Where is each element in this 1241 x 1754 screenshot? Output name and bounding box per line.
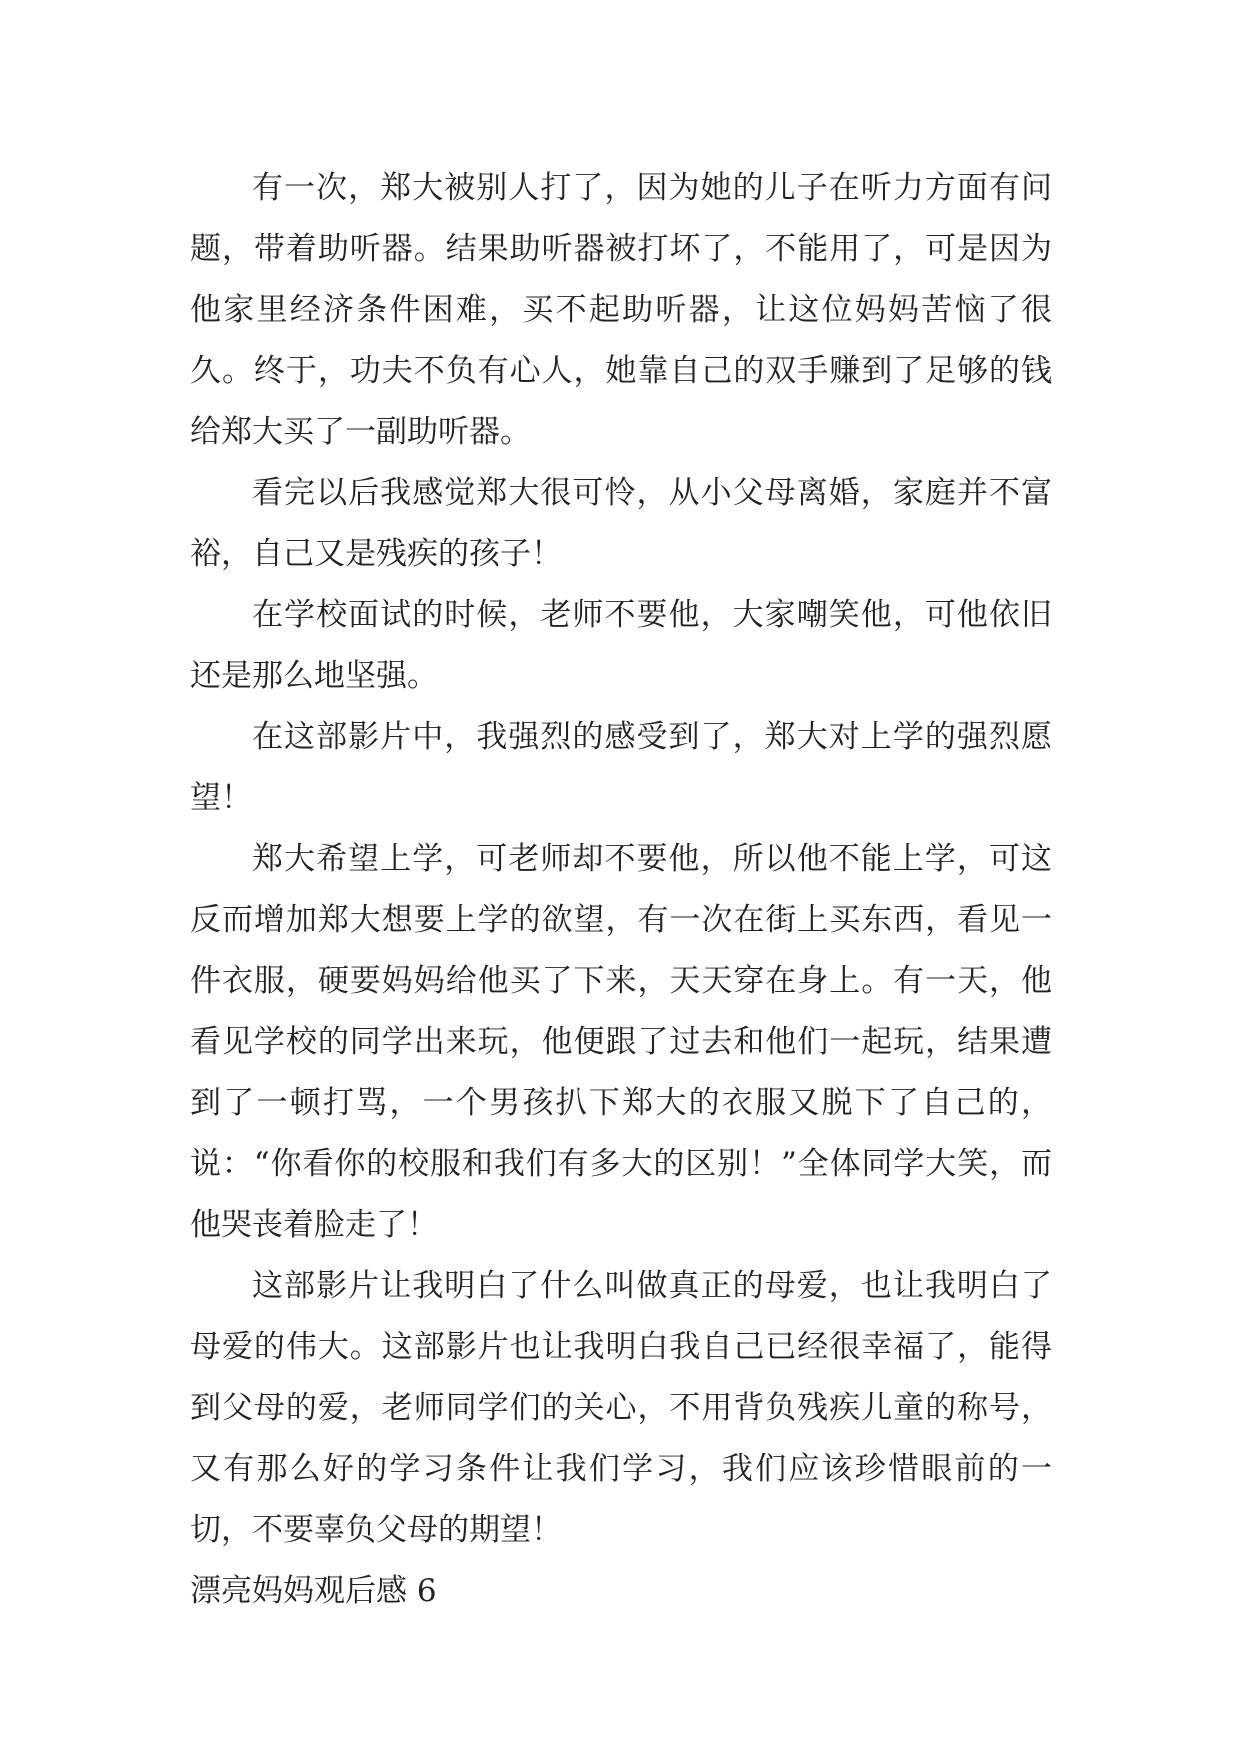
- paragraph: 郑大希望上学，可老师却不要他，所以他不能上学，可这反而增加郑大想要上学的欲望，有一次在街上买东西，看见一件衣服，硬要妈妈给他买了下来，天天穿在身上。有一天，他看见学校的同学出来玩，他便跟了过去和他们一起玩，结果遭到了一顿打骂，一个男孩扒下郑大的衣服又脱下了自己的，说：“你看你的校服和我们有多大的区别！”全体同学大笑，而他哭丧着脸走了！: [190, 841, 1052, 1243]
- document-body: [190, 158, 1052, 1622]
- paragraph: 看完以后我感觉郑大很可怜，从小父母离婚，家庭并不富裕，自己又是残疾的孩子！: [190, 475, 1052, 572]
- paragraph: 这部影片让我明白了什么叫做真正的母爱，也让我明白了母爱的伟大。这部影片也让我明白我自己已经很幸福了，能得到父母的爱，老师同学们的关心，不用背负残疾儿童的称号，又有那么好的学习条件让我们学习，我们应该珍惜眼前的一切，不要辜负父母的期望！: [190, 1268, 1052, 1548]
- paragraph: 在这部影片中，我强烈的感受到了，郑大对上学的强烈愿望！: [190, 719, 1052, 816]
- section-heading: 漂亮妈妈观后感 6: [190, 1573, 437, 1609]
- paragraph: 有一次，郑大被别人打了，因为她的儿子在听力方面有问题，带着助听器。结果助听器被打坏了，不能用了，可是因为他家里经济条件困难，买不起助听器，让这位妈妈苦恼了很久。终于，功夫不负有心人，她靠自己的双手赚到了足够的钱给郑大买了一副助听器。: [190, 170, 1052, 450]
- paragraph: 在学校面试的时候，老师不要他，大家嘲笑他，可他依旧还是那么地坚强。: [190, 597, 1052, 694]
